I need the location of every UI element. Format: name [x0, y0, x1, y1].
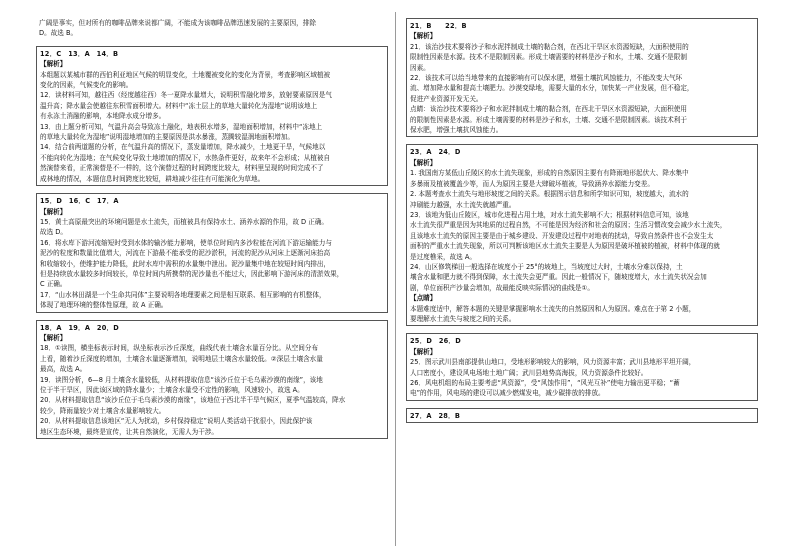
analysis-line: 22．该技术可以给当地带来的直接影响有可以保水肥，增强土壤抗风蚀能力，不能改变大气环 — [410, 74, 683, 83]
analysis-line: 体现了地理环境的整体性原理，故 A 正确。 — [40, 301, 168, 310]
analysis-line: 20．从材料提取信息该地区“无人为扰动，乡村保持稳定”说明人类活动干扰很小，因此保护该 — [40, 417, 313, 426]
analysis-line: 点睛：该治沙技术要将沙子和水泥拌制成土壤的黏合剂，在西北干旱区水资源短缺，大面积使用 — [410, 105, 687, 114]
q23-24-answer-block — [406, 144, 758, 326]
analysis-line: 13．由上题分析可知，气温升高会导致冻土融化，地表积水增多，湿地面积增加，材料中“冻地上 — [40, 122, 323, 131]
analysis-label: 【解析】 — [40, 60, 67, 69]
text-line: D。故选 B。 — [39, 29, 78, 38]
analysis-line: 水土流失很严重是因为其地质的过程自然，不可能是因为经济和社会的原因；生活习惯改变会减少水土流失， — [410, 221, 727, 230]
analysis-line: 流、增加降水量和提高土壤肥力。沙漠变绿地，需要大量的水分，加快某一产业发展，但不稳定， — [410, 84, 694, 93]
analysis-line: 电”的作用，风电场的建设可以减少燃煤发电，减少碳排放的排放。 — [410, 389, 605, 398]
answer-key: 21．B 22．B — [410, 22, 467, 30]
analysis-line: 壤含水量和肥力就不得到保障，水土流失会更严重。因此一般情况下，随坡度增大，水土流失状况会加 — [410, 273, 707, 282]
analysis-line: 不能向转化为湿地；在气候变化导致土地增加的情况下，水热条件更好，故来年不会形成；从植被自 — [40, 153, 331, 162]
analysis-line: 的草地大量转化为湿地”说明湿地增加的主要原因是洪水暴涨，蒸腾较湿润地面积增加。 — [40, 133, 294, 142]
analysis-label: 【解析】 — [410, 158, 437, 167]
q25-26-answer-block — [406, 333, 758, 400]
analysis-line: 变化的因素，气候变化的影响。 — [40, 81, 133, 90]
intro-paragraph — [36, 18, 388, 39]
analysis-line: 26．风电机组的布局主要考虑“风资源”，受“风蚀作用”，“风光互补”使电力输出更平稳；“蓄 — [410, 379, 680, 387]
analysis-line: 剧，单位面积产沙量会增加，故最能反映实际情况的曲线是①。 — [410, 283, 594, 292]
analysis-line: 16．将水库下游河流缩短时受到水体的输沙能力影响，使单位时间内多沙粒能在河流下游运输能力与 — [40, 238, 332, 247]
analysis-line: 位于半干旱区，因此该区域的降水量少；土壤含水量受不定性的影响，风速较小，故选 A。 — [40, 386, 304, 394]
analysis-line: 限制性因素是水源。技术不是限制因素。形成土壤需要的材料是沙子和水，土壤、交通不是限制 — [410, 53, 687, 62]
analysis-line: 最高，故选 A。 — [40, 365, 87, 374]
analysis-line: 有永冻土消融的影响，本地降水成分增多。 — [40, 112, 166, 121]
analysis-line: 保水肥，增强土壤抗风蚀能力。 — [410, 126, 503, 135]
analysis-label: 【解析】 — [40, 207, 67, 216]
analysis-line: 泥沙的粒度和数量比值增大，河流在下游最不能承受的泥沙淤积，河流的泥沙从河床上逐渐河床抬高 — [40, 249, 331, 258]
analysis-line: 21．该治沙技术要将沙子和水泥拌制成土壤的黏合剂，在西北干旱区水资源短缺，大面积使用的 — [410, 42, 689, 51]
analysis-line: 是过度樵采，故选 A。 — [410, 252, 476, 261]
left-column — [36, 18, 388, 548]
answer-key: 27．A 28．B — [410, 411, 461, 420]
analysis-line: 人口密度小，建设风电场地土地广阔；武川县地势高海拔，风力资源条件比较好。 — [410, 368, 648, 377]
answer-key: 18．A 19．A 20．D — [40, 323, 119, 332]
analysis-line: 上看，随着沙丘深度的增加，土壤含水量逐渐增加，说明地层土壤含水量较低。②深层土壤含水量 — [40, 354, 323, 363]
note-line: 要理解水土流失与坡度之间的关系。 — [410, 314, 516, 323]
analysis-line: 19．读图分析，6—8 月土壤含水量较低，从材料提取信息“该沙丘位于毛乌素沙漠的南缘”，该地 — [40, 375, 323, 384]
analysis-line: 但是持续放水量较多时间较长，单位时间内所携带的泥沙量也不能过大，因此影响下游河床的清淤效果， — [40, 269, 344, 278]
analysis-line: 25．图示武川县南部提供山地口，受地形影响较大的影响，风力资源丰富；武川县地形平坦开阔， — [410, 358, 696, 367]
analysis-line: C 正确。 — [40, 280, 67, 289]
analysis-label: 【解析】 — [410, 347, 437, 356]
analysis-line: 18．①读图，横坐标表示时间，纵坐标表示沙丘深度，曲线代表土壤含水量百分比。从空间分布 — [40, 344, 319, 353]
text-line: 广阔是事实，但对所有的咖啡品牌来说都广阔，不能成为该咖啡品牌迅速发展的主要原因，排除 — [39, 19, 316, 27]
analysis-line: 本组题以某城市群的西伯利亚地区气候的明显变化，土地覆被变化的变化为背景，考查影响区域植被 — [40, 70, 331, 79]
analysis-line: 成林地的情况，本题信息时间跨度比较短，耕地减少往往有可能演化为草地。 — [40, 174, 265, 183]
answer-key: 25．D 26．D — [410, 337, 461, 346]
analysis-line: 然演替来看，正常演替是不一样的，这个演替过程的时间跨度比较大，材料里呈现的时间完成不了 — [40, 164, 324, 173]
analysis-line: 23．该地为低山丘陵区，城市化进程占用土地，对水土流失影响不大；根据材料信息可知，该地 — [410, 210, 689, 219]
analysis-label: 【解析】 — [40, 333, 67, 342]
analysis-line: 促进产业资源开发无关。 — [410, 94, 483, 103]
q12-14-answer-block — [36, 46, 388, 186]
analysis-line: 12．读材料可知，越往西（经度越往西）冬一夏降水量增大，说明积雪融化增多，放射要素原因是气 — [40, 91, 332, 100]
answer-key: 23．A 24．D — [410, 148, 461, 157]
analysis-label: 【解析】 — [410, 32, 437, 41]
analysis-line: 冲刷能力越强，水土流失就越严重。 — [410, 200, 516, 209]
analysis-line: 15．黄土高原最突出的环境问题是水土流失，而植被具有保持水土、涵养水源的作用，故 D 正确。 — [40, 217, 329, 226]
analysis-line: 多暴雨及植被覆盖少等，而人为原因主要是大肆破坏植被，导致涵养水源能力变差。 — [410, 179, 654, 188]
answer-key: 15．D 16．C 17．A — [40, 197, 119, 206]
analysis-line: 面积的严重水土流失现象，所以可判断该地区水土流失主要是人为原因是破坏植被的植被，材料中体现的就 — [410, 242, 720, 251]
analysis-line: 14．结合前两道题的分析，在气温升高的情况下，蒸发量增加，降水减少，土地更干旱，气候地以 — [40, 143, 326, 152]
analysis-line: 且该地水土流失的原因主要是由于城乡建设、开发建设过程中对地表的扰动，导致自然条件也不会发生太 — [410, 231, 714, 240]
analysis-line: 和收缩较小，使维护能力降低，此时水库中需积的水量集中泄出。泥沙量集中地在较短时间内排出， — [40, 259, 331, 268]
q27-28-answer-block — [406, 408, 758, 423]
analysis-line: 2. 本题考查水土流失与地形坡度之间的关系。根据图示信息和所学知识可知，坡度越大，流水的 — [410, 190, 689, 199]
analysis-line: 24．山区修筑梯田一般选择在坡度小于 25°的坡地上，当坡度过大时，土壤水分难以保持，土 — [410, 262, 683, 271]
analysis-line: 因素。 — [410, 63, 430, 72]
column-divider — [395, 12, 396, 546]
analysis-line: 20．从材料提取信息“该沙丘位于毛乌素沙漠的南缘”，该地位于西北半干旱气候区，夏季气温较高，降水 — [40, 396, 346, 405]
q15-17-answer-block — [36, 193, 388, 312]
note-label: 【点睛】 — [410, 294, 437, 303]
q21-22-answer-block — [406, 18, 758, 137]
analysis-line: 故选 D。 — [40, 228, 67, 237]
analysis-line: 较少，降雨量较少对土壤含水量影响较大。 — [40, 406, 166, 415]
right-column — [406, 18, 758, 548]
analysis-line: 温升高；降水量会使越往东积雪面积增大。材料中“冻土层上的草地大量转化为湿地”说明该地上 — [40, 101, 318, 110]
analysis-line: 的限制性因素是水源。形成土壤需要的材料是沙子和水，土壤、交通不是限制因素。该技术利于 — [410, 115, 687, 124]
q18-20-answer-block — [36, 320, 388, 439]
analysis-line: 17．“山水林田湖是一个生命共同体”主要说明各地理要素之间是相互联系、相互影响的有机整体， — [40, 290, 326, 299]
analysis-line: 地区生态环境，最终是宣传，让其自然演化，无需人为干涉。 — [40, 427, 219, 436]
answer-key: 12．C 13．A 14．B — [40, 49, 119, 58]
analysis-line: 1. 我国南方某低山丘陵区的水土流失现象，形成的自然原因主要有有降雨地形起伏大、降水集中 — [410, 169, 689, 178]
note-line: 本题难度适中，解答本题的关键是掌握影响水土流失的自然原因和人为原因。难点在于第 2 小题， — [410, 304, 696, 313]
